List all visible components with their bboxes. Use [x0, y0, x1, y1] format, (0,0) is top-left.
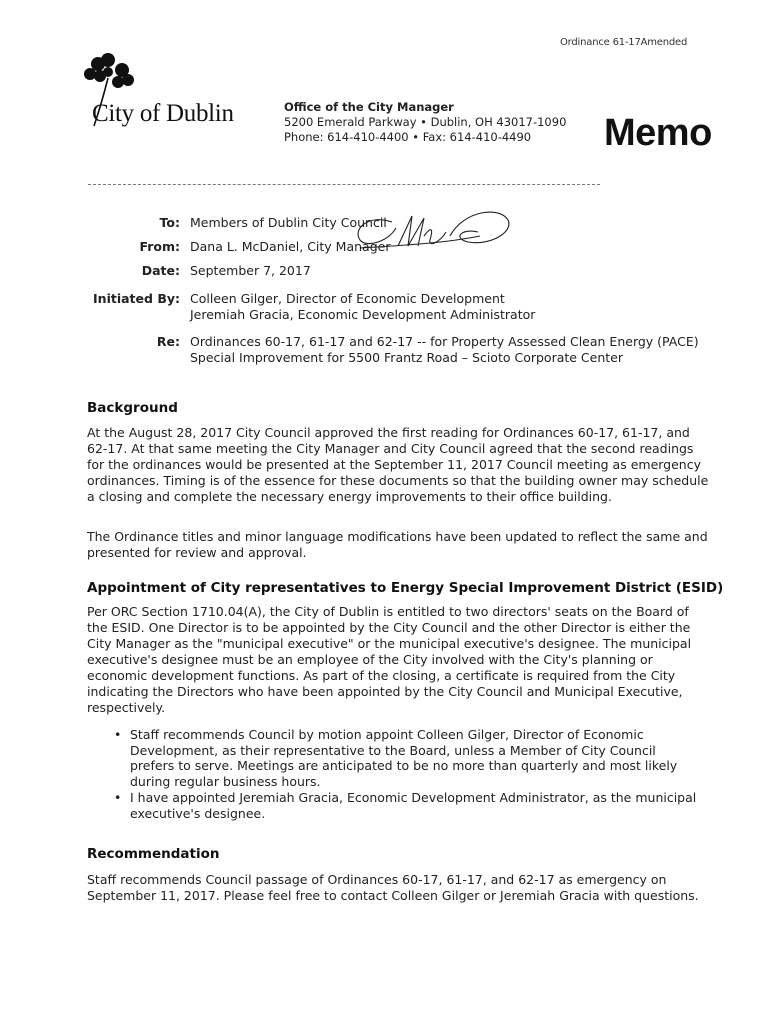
- from-value: Dana L. McDaniel, City Manager: [190, 239, 391, 254]
- office-info: [284, 100, 566, 145]
- office-address: 5200 Emerald Parkway • Dublin, OH 43017-1090: [284, 115, 567, 129]
- text-line: during regular business hours.: [130, 773, 321, 789]
- date-value: September 7, 2017: [190, 263, 311, 278]
- re-line-1: Ordinances 60-17, 61-17 and 62-17 -- for Property Assessed Clean Energy (PACE): [190, 334, 699, 349]
- text-line: executive's designee must be an employee of the City involved with the City's planning or: [87, 652, 653, 667]
- text-line: for the ordinances would be presented at the September 11, 2017 Council meeting as emergency: [87, 457, 702, 472]
- text-line: I have appointed Jeremiah Gracia, Economic Development Administrator, as the municipal: [130, 790, 697, 805]
- text-line: the ESID. One Director is to be appointed by the City Council and the other Director is either the: [87, 620, 691, 635]
- text-line: Staff recommends Council by motion appoint Colleen Gilger, Director of Economic: [130, 727, 644, 742]
- office-title: Office of the City Manager: [284, 100, 454, 114]
- initiated-by-line-1: Colleen Gilger, Director of Economic Development: [190, 291, 505, 306]
- from-label: From:: [139, 239, 180, 254]
- text-line: 62-17. At that same meeting the City Manager and City Council agreed that the second readings: [87, 441, 694, 456]
- re-line-2: Special Improvement for 5500 Frantz Road – Scioto Corporate Center: [190, 350, 624, 365]
- text-line: City Manager as the "municipal executive" or the municipal executive's designee. The municipal: [87, 636, 692, 651]
- document-reference: Ordinance 61-17Amended: [560, 37, 688, 48]
- bullet-icon: •: [114, 790, 122, 805]
- recommendation-paragraph: [87, 872, 699, 904]
- to-value: Members of Dublin City Council: [190, 215, 387, 230]
- initiated-by-line-2: Jeremiah Gracia, Economic Development Administrator: [190, 307, 536, 322]
- re-label: Re:: [156, 334, 180, 349]
- text-line: ordinances. Timing is of the essence for these documents so that the building owner may schedule: [87, 473, 709, 488]
- text-line: respectively.: [87, 700, 166, 715]
- text-line: a closing and complete the necessary energy improvements to their office building.: [87, 489, 612, 504]
- header-divider: [88, 184, 600, 185]
- office-phone: Phone: 614-410-4400 • Fax: 614-410-4490: [284, 130, 532, 144]
- signature-mark: [300, 206, 530, 266]
- memo-title: Memo: [604, 112, 712, 154]
- initiated-by-label: Initiated By:: [93, 291, 180, 306]
- text-line: prefers to serve. Meetings are anticipated to be no more than quarterly and most likely: [130, 758, 678, 773]
- text-line: Development, as their representative to the Board, unless a Member of City Council: [130, 742, 656, 758]
- text-line: indicating the Directors who have been appointed by the City Council and Municipal Executive,: [87, 684, 683, 699]
- text-line: Staff recommends Council passage of Ordinances 60-17, 61-17, and 62-17 as emergency on: [87, 872, 667, 887]
- text-line: The Ordinance titles and minor language modifications have been updated to reflect the same and: [87, 529, 708, 544]
- to-label: To:: [159, 215, 180, 230]
- recommendation-heading: Recommendation: [87, 846, 220, 862]
- text-line: September 11, 2017. Please feel free to contact Colleen Gilger or Jeremiah Gracia with questions.: [87, 888, 699, 903]
- appointment-paragraph: [87, 604, 692, 716]
- text-line: At the August 28, 2017 City Council approved the first reading for Ordinances 60-17, 61-17, and: [87, 425, 690, 440]
- appointment-bullet-list: [108, 727, 698, 822]
- background-paragraph-1: [87, 425, 709, 505]
- background-heading: Background: [87, 400, 178, 416]
- background-paragraph-2: [87, 529, 708, 561]
- appointment-heading: Appointment of City representatives to Energy Special Improvement District (ESID): [87, 580, 724, 596]
- list-item: [108, 727, 698, 789]
- text-line: presented for review and approval.: [87, 545, 307, 560]
- list-item: [108, 790, 698, 821]
- text-line: executive's designee.: [130, 805, 266, 821]
- bullet-icon: •: [114, 727, 122, 742]
- date-label: Date:: [141, 263, 180, 278]
- text-line: Per ORC Section 1710.04(A), the City of Dublin is entitled to two directors' seats on the Board of: [87, 604, 689, 619]
- city-of-dublin-logo-text: City of Dublin: [92, 100, 234, 127]
- text-line: economic development functions. As part of the closing, a certificate is required from the City: [87, 668, 676, 683]
